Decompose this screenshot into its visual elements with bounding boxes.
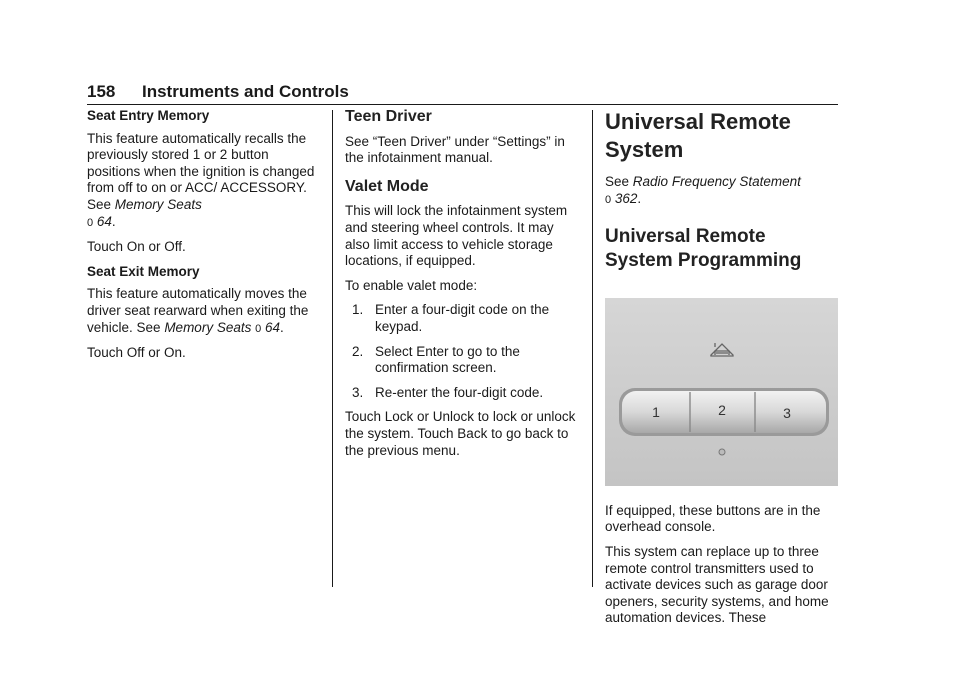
list-item: 1. Enter a four-digit code on the keypad. [352, 302, 550, 334]
system-description: This system can replace up to three remote control transmitters used to activate devices such as garage door openers, security systems, and home automation devices. These [605, 543, 829, 626]
column-divider-2 [592, 110, 593, 587]
column-middle [345, 108, 580, 467]
header-rule [87, 104, 838, 105]
button-3-label: 3 [783, 405, 791, 422]
button-2-label: 2 [718, 402, 726, 419]
indicator-light-icon [719, 449, 725, 455]
overhead-console-photo [605, 298, 838, 486]
page-ref-icon: 0 [87, 216, 94, 229]
page-ref-number[interactable]: 362 [614, 190, 638, 206]
valet-mode-heading: Valet Mode [345, 177, 429, 195]
chapter-title: Instruments and Controls [142, 82, 349, 101]
enable-valet-intro: To enable valet mode: [345, 277, 478, 293]
memory-seats-link[interactable]: Memory Seats [164, 319, 252, 335]
column-divider-1 [332, 110, 333, 587]
memory-seats-link[interactable]: Memory Seats [114, 196, 202, 212]
radio-frequency-reference: See Radio Frequency Statement 0 362. [605, 174, 801, 206]
seat-exit-memory-heading: Seat Exit Memory [87, 263, 200, 279]
universal-remote-title: Universal Remote System [605, 109, 791, 162]
seat-exit-body: This feature automatically moves the driver seat rearward when exiting the vehicle. See [87, 286, 309, 335]
seat-entry-memory-heading: Seat Entry Memory [87, 108, 210, 123]
seat-entry-body: This feature automatically recalls the previously stored 1 or 2 button positions when the ignition is changed from off to on or ACC/ ACCESSORY. See [87, 130, 315, 212]
see-prefix: See [605, 174, 630, 189]
seat-entry-touch: Touch On or Off. [87, 239, 186, 255]
page-ref-icon: 0 [605, 193, 612, 206]
teen-driver-heading: Teen Driver [345, 108, 432, 125]
seat-entry-memory-text: This feature automatically recalls the previously stored 1 or 2 button positions when the ignition is changed from off to on or ACC/ ACCESSORY. See Memory Seats 0 64. [87, 130, 315, 229]
page-ref-number[interactable]: 64 [96, 213, 112, 229]
seat-exit-memory-text: This feature automatically moves the driver seat rearward when exiting the vehicle. See Memory Seats 0 64. [87, 286, 309, 335]
programming-heading: Universal Remote System Programming [605, 226, 802, 272]
valet-steps-list [345, 302, 580, 401]
lock-unlock-text: Touch Lock or Unlock to lock or unlock the system. Touch Back to go back to the previous menu. [345, 409, 576, 458]
button-1-label: 1 [652, 404, 660, 421]
page-number: 158 [87, 82, 116, 101]
list-item: 2. Select Enter to go to the confirmation screen. [352, 343, 520, 376]
column-right [605, 108, 838, 635]
page-ref-number[interactable]: 64 [265, 319, 281, 335]
column-left [87, 108, 317, 370]
teen-driver-text: See “Teen Driver” under “Settings” in the infotainment manual. [345, 133, 565, 166]
valet-mode-text: This will lock the infotainment system and steering wheel controls. It may also limit access to vehicle storage locations, if equipped. [345, 203, 568, 269]
page-ref-icon: 0 [255, 322, 262, 335]
seat-exit-touch: Touch Off or On. [87, 345, 186, 361]
equipped-text: If equipped, these buttons are in the overhead console. [605, 502, 821, 535]
page-header [87, 82, 838, 104]
list-item: 3. Re-enter the four-digit code. [352, 384, 544, 400]
radio-frequency-link[interactable]: Radio Frequency Statement [632, 174, 801, 189]
